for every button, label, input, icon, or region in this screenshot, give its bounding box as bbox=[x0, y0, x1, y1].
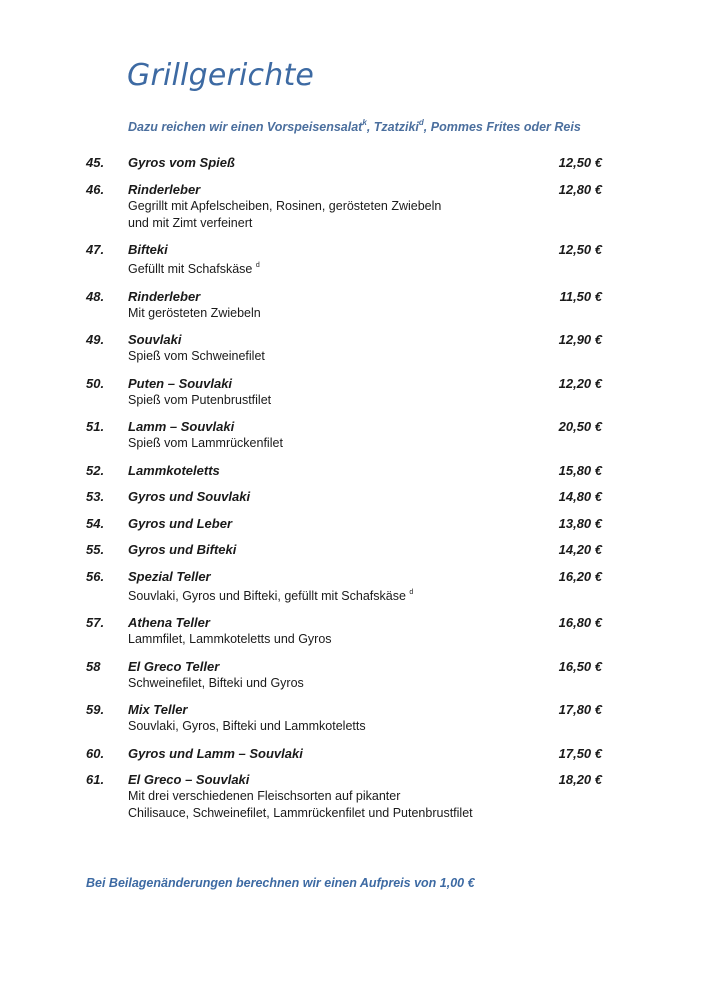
menu-item bbox=[86, 288, 606, 322]
menu-item-description bbox=[128, 631, 606, 648]
menu-item bbox=[86, 375, 606, 409]
subtitle-footnote-2: d bbox=[418, 118, 424, 127]
menu-item-price: 13,80 € bbox=[558, 515, 602, 531]
menu-item-description-text: Schweinefilet, Bifteki und Gyros bbox=[128, 675, 304, 690]
menu-item-number: 56. bbox=[86, 568, 105, 584]
menu-item-price: 16,20 € bbox=[558, 568, 602, 584]
menu-item-name: Rinderleber bbox=[128, 181, 201, 197]
menu-item-description-text: Gegrillt mit Apfelscheiben, Rosinen, gerösteten Zwiebeln bbox=[128, 198, 442, 213]
menu-item bbox=[86, 658, 606, 692]
menu-item bbox=[86, 462, 606, 479]
menu-item-number: 48. bbox=[86, 288, 105, 304]
menu-item-price: 11,50 € bbox=[559, 288, 602, 304]
menu-item-name: Rinderleber bbox=[128, 288, 201, 304]
menu-item-description bbox=[128, 435, 606, 452]
menu-item-price: 17,80 € bbox=[558, 702, 602, 718]
menu-item-number: 57. bbox=[86, 615, 105, 631]
menu-item-description bbox=[128, 718, 606, 735]
menu-item-number: 54. bbox=[86, 515, 105, 531]
menu-item-name: Puten – Souvlaki bbox=[128, 375, 233, 391]
menu-item-description-text: Gefüllt mit Schafskäse bbox=[128, 262, 253, 277]
menu-item-description bbox=[128, 392, 606, 409]
menu-item-name: Lammkoteletts bbox=[128, 462, 220, 478]
menu-item-price: 15,80 € bbox=[558, 462, 602, 478]
menu-item-description-text: Mit drei verschiedenen Fleischsorten auf pikanter bbox=[128, 789, 401, 804]
menu-item-footnote: d bbox=[255, 262, 260, 269]
menu-item bbox=[86, 154, 606, 171]
page-title: Grillgerichte bbox=[127, 58, 315, 93]
menu-item bbox=[86, 515, 606, 532]
menu-item-price: 16,50 € bbox=[558, 658, 602, 674]
menu-item-description-text: Spieß vom Lammrückenfilet bbox=[128, 436, 283, 451]
menu-item-description bbox=[128, 305, 606, 322]
menu-item-name: El Greco Teller bbox=[128, 658, 220, 674]
menu-item-number: 51. bbox=[86, 419, 105, 435]
menu-item-number: 60. bbox=[86, 745, 105, 761]
menu-item-description-text: Souvlaki, Gyros, Bifteki und Lammkoteletts bbox=[128, 719, 366, 734]
menu-item-description-text: Mit gerösteten Zwiebeln bbox=[128, 305, 261, 320]
subtitle-part-1: Dazu reichen wir einen Vorspeisensalat bbox=[128, 120, 363, 135]
menu-item-number: 47. bbox=[86, 242, 105, 257]
menu-item-price: 12,50 € bbox=[558, 242, 602, 257]
menu-item bbox=[86, 568, 606, 605]
menu-item-description bbox=[128, 675, 606, 692]
menu-item-price: 14,80 € bbox=[558, 489, 602, 505]
menu-item bbox=[86, 745, 606, 762]
menu-item-price: 12,80 € bbox=[558, 181, 602, 197]
menu-item bbox=[86, 418, 606, 452]
menu-item-price: 17,50 € bbox=[558, 745, 602, 761]
menu-item-name: Souvlaki bbox=[128, 332, 182, 348]
menu-item-name: Gyros vom Spieß bbox=[128, 155, 235, 170]
menu-item-price: 12,90 € bbox=[558, 332, 602, 348]
menu-item-price: 14,20 € bbox=[558, 542, 602, 558]
menu-item-description-text: und mit Zimt verfeinert bbox=[128, 215, 253, 230]
menu-item-name: Bifteki bbox=[128, 242, 168, 257]
surcharge-note: Bei Beilagenänderungen berechnen wir einen Aufpreis von 1,00 € bbox=[86, 876, 475, 890]
subtitle-footnote-1: k bbox=[362, 118, 367, 127]
menu-item-name: Gyros und Lamm – Souvlaki bbox=[128, 745, 303, 761]
menu-item-description bbox=[128, 788, 606, 805]
menu-item bbox=[86, 701, 606, 735]
menu-item-number: 59. bbox=[86, 702, 105, 718]
menu-item-description bbox=[128, 198, 606, 215]
menu-item-description-text: Lammfilet, Lammkoteletts und Gyros bbox=[128, 632, 332, 647]
menu-item-name: Athena Teller bbox=[128, 615, 210, 631]
menu-item-description-text: Souvlaki, Gyros und Bifteki, gefüllt mit Schafskäse bbox=[128, 588, 406, 603]
subtitle-part-2: , Tzatziki bbox=[366, 120, 419, 135]
menu-item-number: 45. bbox=[86, 155, 105, 170]
side-dishes-note bbox=[128, 119, 581, 134]
menu-item bbox=[86, 181, 606, 232]
menu-item-footnote: d bbox=[409, 588, 414, 596]
menu-item-description bbox=[128, 258, 606, 278]
menu-item-number: 53. bbox=[86, 489, 105, 505]
menu-item-description bbox=[128, 585, 606, 605]
menu-item-name: Lamm – Souvlaki bbox=[128, 419, 235, 435]
menu-item-price: 12,50 € bbox=[558, 155, 602, 170]
menu-item-description-text: Spieß vom Schweinefilet bbox=[128, 349, 265, 364]
menu-item-price: 18,20 € bbox=[558, 772, 602, 788]
menu-item-name: Gyros und Bifteki bbox=[128, 542, 237, 558]
menu-item-description bbox=[128, 805, 606, 822]
menu-item-description-text: Chilisauce, Schweinefilet, Lammrückenfilet und Putenbrustfilet bbox=[128, 806, 473, 821]
menu-item-description bbox=[128, 215, 606, 232]
menu-item-price: 16,80 € bbox=[558, 615, 602, 631]
menu-item-price: 20,50 € bbox=[558, 419, 602, 435]
menu-item bbox=[86, 488, 606, 505]
menu-item-description bbox=[128, 348, 606, 365]
subtitle-part-3: , Pommes Frites oder Reis bbox=[423, 120, 581, 135]
menu-item-number: 55. bbox=[86, 542, 105, 558]
menu-item bbox=[86, 541, 606, 558]
menu-item-name: Mix Teller bbox=[128, 702, 188, 718]
menu-item-number: 52. bbox=[86, 462, 105, 478]
menu-item-name: Spezial Teller bbox=[128, 568, 211, 584]
menu-item bbox=[86, 771, 606, 822]
menu-list bbox=[86, 154, 606, 832]
menu-item-description-text: Spieß vom Putenbrustfilet bbox=[128, 392, 272, 407]
menu-item-price: 12,20 € bbox=[558, 375, 602, 391]
menu-item-name: Gyros und Leber bbox=[128, 515, 233, 531]
menu-item bbox=[86, 241, 606, 278]
menu-item-number: 61. bbox=[86, 772, 105, 788]
menu-item-name: El Greco – Souvlaki bbox=[128, 772, 250, 788]
menu-item-number: 46. bbox=[86, 181, 105, 197]
menu-item bbox=[86, 614, 606, 648]
menu-item bbox=[86, 331, 606, 365]
menu-item-name: Gyros und Souvlaki bbox=[128, 489, 251, 505]
menu-item-number: 49. bbox=[86, 332, 105, 348]
menu-item-number: 58 bbox=[86, 658, 101, 674]
menu-item-number: 50. bbox=[86, 375, 105, 391]
